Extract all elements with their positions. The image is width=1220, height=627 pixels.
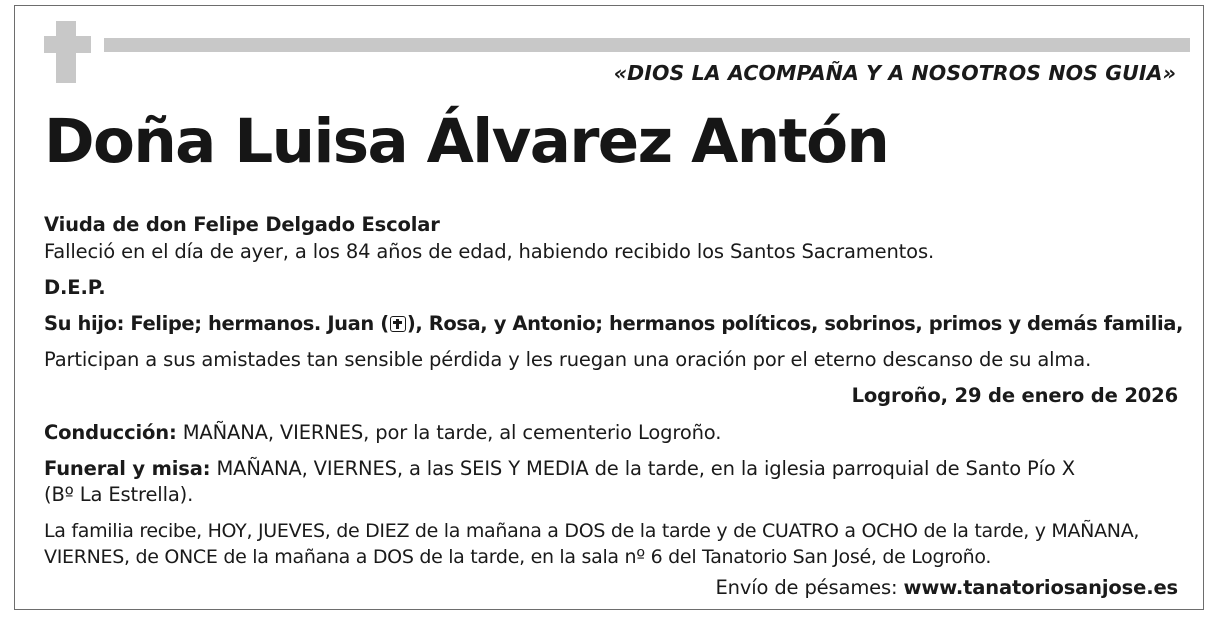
funeral-line-2: (Bº La Estrella). (44, 483, 194, 506)
place-date: Logroño, 29 de enero de 2026 (851, 384, 1178, 407)
visiting-line-2: VIERNES, de ONCE de la mañana a DOS de la tarde, en la sala nº 6 del Tanatorio San José, de Logroño. (44, 546, 992, 568)
family-text-2: ), Rosa, y Antonio; hermanos políticos, sobrinos, primos y demás familia, (406, 312, 1184, 335)
deceased-name: Doña Luisa Álvarez Antón (44, 106, 889, 177)
condolences-line (715, 576, 1178, 600)
conduction-label: Conducción: (44, 421, 177, 444)
conduction-text: MAÑANA, VIERNES, por la tarde, al cementerio Logroño. (176, 421, 722, 444)
widow-line: Viuda de don Felipe Delgado Escolar (44, 213, 440, 236)
conduction-line (44, 421, 721, 445)
funeral-label: Funeral y misa: (44, 457, 211, 480)
funeral-text: MAÑANA, VIERNES, a las SEIS Y MEDIA de la tarde, en la iglesia parroquial de Santo Pío X (210, 457, 1075, 480)
dep-label: D.E.P. (44, 276, 106, 299)
funeral-line (44, 457, 1075, 481)
family-text-1: Su hijo: Felipe; hermanos. Juan ( (44, 312, 389, 335)
website-link[interactable]: www.tanatoriosanjose.es (903, 576, 1178, 599)
participation-line: Participan a sus amistades tan sensible pérdida y les ruegan una oración por el eterno descanso de su alma. (44, 348, 1092, 371)
visiting-line-1: La familia recibe, HOY, JUEVES, de DIEZ de la mañana a DOS de la tarde y de CUATRO a OCHO de la tarde, y MAÑANA, (44, 520, 1140, 542)
family-line (44, 312, 1183, 336)
cross-icon-arm (44, 36, 91, 53)
death-line: Falleció en el día de ayer, a los 84 años de edad, habiendo recibido los Santos Sacramentos. (44, 240, 935, 263)
header-rule (104, 38, 1190, 52)
condolences-label: Envío de pésames: (715, 576, 904, 599)
motto: «DIOS LA ACOMPAÑA Y A NOSOTROS NOS GUIA» (613, 61, 1176, 85)
cross-boxed-icon (390, 316, 406, 332)
